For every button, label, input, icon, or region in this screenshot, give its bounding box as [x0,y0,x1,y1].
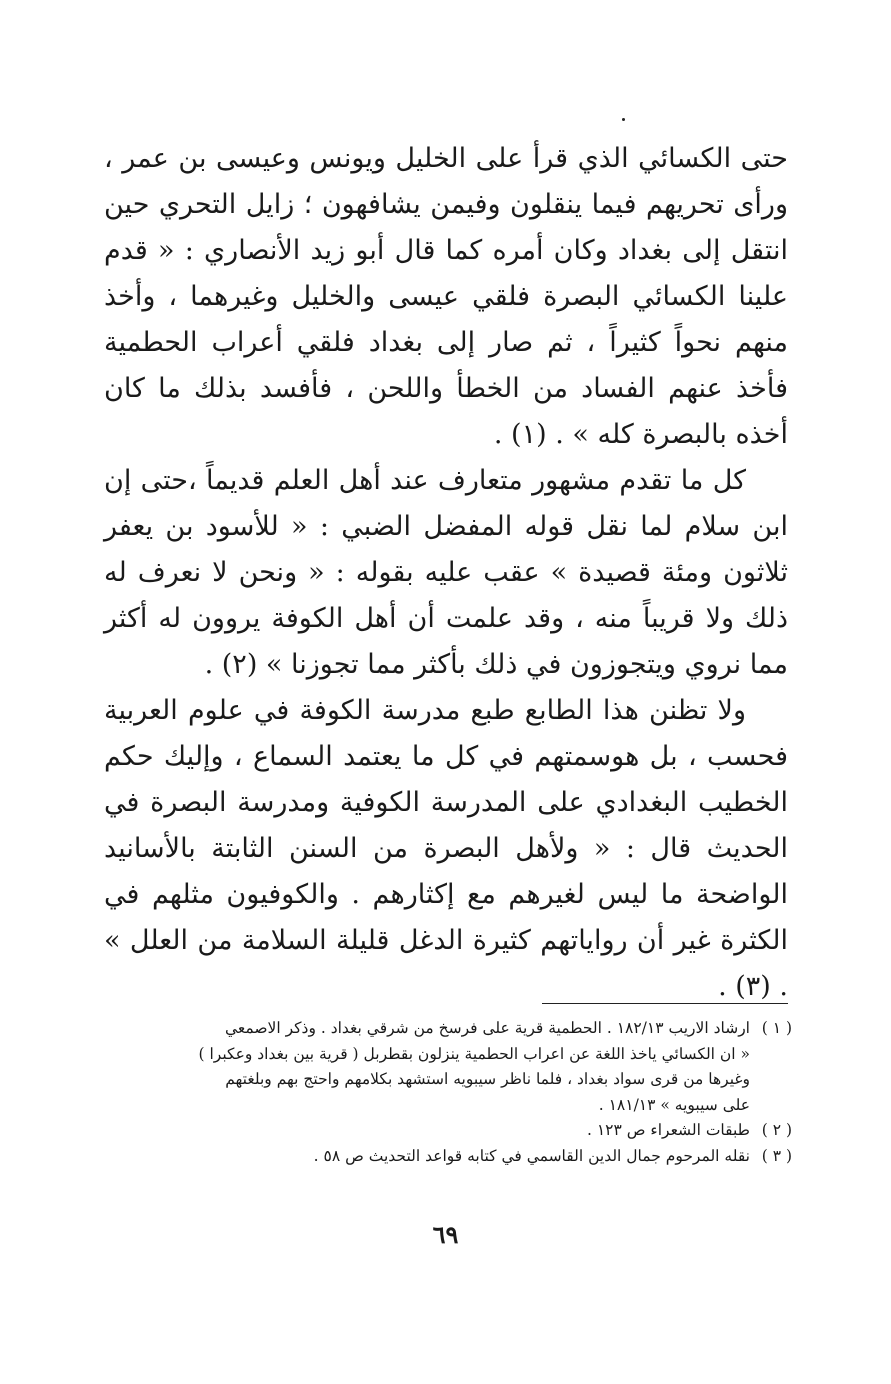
footnote-line: « ان الكسائي ياخذ اللغة عن اعراب الحطمية ينزلون بقطربل ( قرية بين بغداد وعكبرا ) [198,1044,750,1063]
footnote-line: نقله المرحوم جمال الدين القاسمي في كتابه قواعد التحديث ص ٥٨ . [313,1146,750,1165]
footnote-marker: ( ٣ ) [761,1146,792,1165]
footnote-line: على سيبويه » ١٨١/١٣ . [598,1095,750,1114]
footnote-text [104,1016,750,1118]
footnote-line: ارشاد الاريب ١٨٢/١٣ . الحطمية قرية على فرسخ من شرقي بغداد . وذكر الاصمعي [225,1019,750,1037]
paragraph-3: ولا تظنن هذا الطابع طبع مدرسة الكوفة في علوم العربية فحسب ، بل هوسمتهم في كل ما يعتمد السماع ، وإليك حكم الخطيب البغدادي على المدرسة الكوفية ومدرسة البصرة في الحديث قال : « ولأهل البصرة من السنن الثابتة بالأسانيد الواضحة ما ليس لغيرهم مع إكثارهم . والكوفيون مثلهم في الكثرة غير أن رواياتهم كثيرة الدغل قليلة السلامة من العلل » . (٣) . [104,695,788,1002]
footnote-1 [104,1016,792,1118]
footnote-line: طبقات الشعراء ص ١٢٣ . [586,1121,750,1139]
paragraph-2: كل ما تقدم مشهور متعارف عند أهل العلم قديماً ،حتى إن ابن سلام لما نقل قوله المفضل الضبي : « للأسود بن يعفر ثلاثون ومئة قصيدة » عقب عليه بقوله : « ونحن لا نعرف له ذلك ولا قريباً منه ، وقد علمت أن أهل الكوفة يروون له أكثر مما نروي ويتجوزون في ذلك بأكثر مما تجوزنا » (٢) . [104,465,788,680]
footnote-2 [104,1118,792,1144]
footnote-separator [542,1003,788,1004]
footnote-line: وغيرها من قرى سواد بغداد ، فلما ناظر سيبويه استشهد بكلامهم واحتج بهم وبلغتهم [225,1070,750,1088]
footnote-marker: ( ٢ ) [761,1121,792,1139]
main-text [104,136,788,1010]
footnote-marker: ( ١ ) [761,1019,792,1037]
footnote-text [104,1144,750,1170]
footnotes [104,1016,792,1169]
page-number: ٦٩ [432,1220,459,1249]
paragraph-1: حتى الكسائي الذي قرأ على الخليل ويونس وعيسى بن عمر ، ورأى تحريهم فيما ينقلون وفيمن يشافهون ؛ زايل التحري حين انتقل إلى بغداد وكان أمره كما قال أبو زيد الأنصاري : « قدم علينا الكسائي البصرة فلقي عيسى والخليل وغيرهما ، وأخذ منهم نحواً كثيراً ، ثم صار إلى بغداد فلقي أعراب الحطمية فأخذ عنهم الفساد من الخطأ واللحن ، فأفسد بذلك ما كان أخذه بالبصرة كله » . (١) . [104,143,788,450]
footnote-text [104,1118,750,1144]
ink-dot [622,118,625,121]
footnote-3 [104,1144,792,1170]
